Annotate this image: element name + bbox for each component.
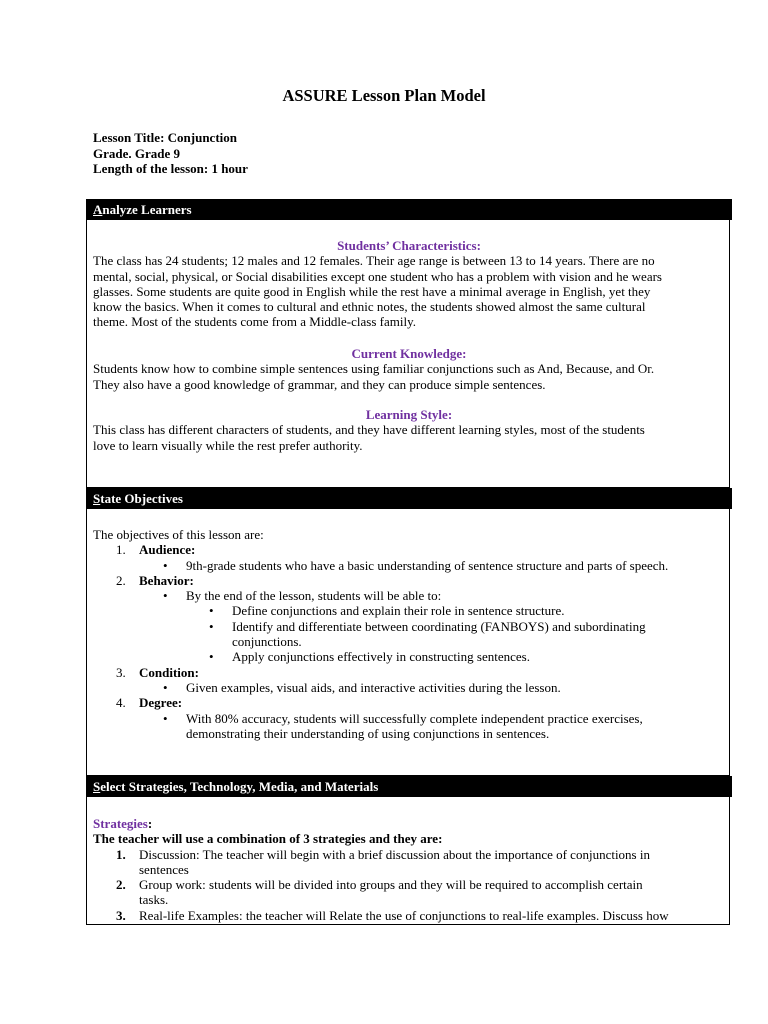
strategies-section: [93, 816, 725, 923]
learning-style-heading: Learning Style:: [365, 407, 453, 422]
objective-condition: 3. Condition:: [116, 664, 199, 680]
current-knowledge: [93, 346, 725, 392]
knowledge-text: Students know how to combine simple sentences using familiar conjunctions such as And, Because, and Or. They also have a good knowledge of grammar, and they can produce simple sentences.: [93, 361, 655, 392]
objective-behavior: 2. Behavior:: [116, 572, 194, 588]
section-header-state-objectives: State Objectives: [86, 488, 732, 509]
list-item: • 9th-grade students who have a basic understanding of sentence structure and parts of speech.: [163, 557, 669, 573]
lesson-length: Length of the lesson: 1 hour: [93, 161, 248, 176]
list-item-continued: conjunctions.: [232, 634, 302, 650]
characteristics-text: The class has 24 students; 12 males and 12 females. Their age range is between 13 to 14 years. There are no mental, social, physical, or Social disabilities except one student who has a problem with vision and he wears glasses. Some students are quite good in English while the rest have a minimal average in English, yet they know the basics. When it comes to cultural and ethnic notes, the students showed almost the same cultural theme. Most of the students come from a Middle-class family.: [93, 253, 662, 330]
students-characteristics: [93, 238, 725, 330]
strategy-item-continued: tasks.: [139, 892, 169, 908]
strategy-item-real-life: 3. Real-life Examples: the teacher will Relate the use of conjunctions to real-life examples. Discuss how: [116, 907, 669, 923]
list-item: • Identify and differentiate between coordinating (FANBOYS) and subordinating: [209, 618, 646, 634]
objective-degree: 4. Degree:: [116, 695, 183, 711]
characteristics-heading: Students’ Characteristics:: [337, 238, 481, 253]
lesson-title: Lesson Title: Conjunction: [93, 130, 237, 145]
objectives-intro: The objectives of this lesson are:: [93, 527, 264, 542]
knowledge-heading: Current Knowledge:: [351, 346, 467, 361]
section-header-select-strategies: Select Strategies, Technology, Media, and Materials: [86, 776, 732, 797]
list-item: • With 80% accuracy, students will successfully complete independent practice exercises,: [163, 710, 643, 726]
strategies-heading: Strategies:: [93, 816, 153, 831]
lesson-grade: Grade. Grade 9: [93, 145, 181, 161]
learning-style: [93, 407, 725, 453]
section-header-analyze-learners: Analyze Learners: [86, 199, 732, 220]
objectives-list: [93, 527, 725, 741]
strategy-item-discussion: 1. Discussion: The teacher will begin with a brief discussion about the importance of conjunctions in: [116, 846, 650, 862]
list-item: • By the end of the lesson, students will be able to:: [163, 588, 442, 604]
list-item: • Given examples, visual aids, and interactive activities during the lesson.: [163, 679, 561, 695]
list-item: • Apply conjunctions effectively in constructing sentences.: [209, 649, 530, 665]
list-item-continued: demonstrating their understanding of using conjunctions in sentences.: [186, 725, 550, 741]
strategy-item-group-work: 2. Group work: students will be divided into groups and they will be required to accomplish certain: [116, 877, 643, 893]
objective-audience: 1. Audience:: [116, 542, 196, 558]
document-title: ASSURE Lesson Plan Model: [282, 86, 486, 105]
strategy-item-continued: sentences: [139, 861, 189, 877]
learning-style-text: This class has different characters of students, and they have different learning styles, most of the students love to learn visually while the rest prefer authority.: [93, 422, 645, 453]
strategies-intro: The teacher will use a combination of 3 strategies and they are:: [93, 831, 443, 847]
list-item: • Define conjunctions and explain their role in sentence structure.: [209, 603, 565, 619]
lesson-meta: [93, 130, 248, 177]
